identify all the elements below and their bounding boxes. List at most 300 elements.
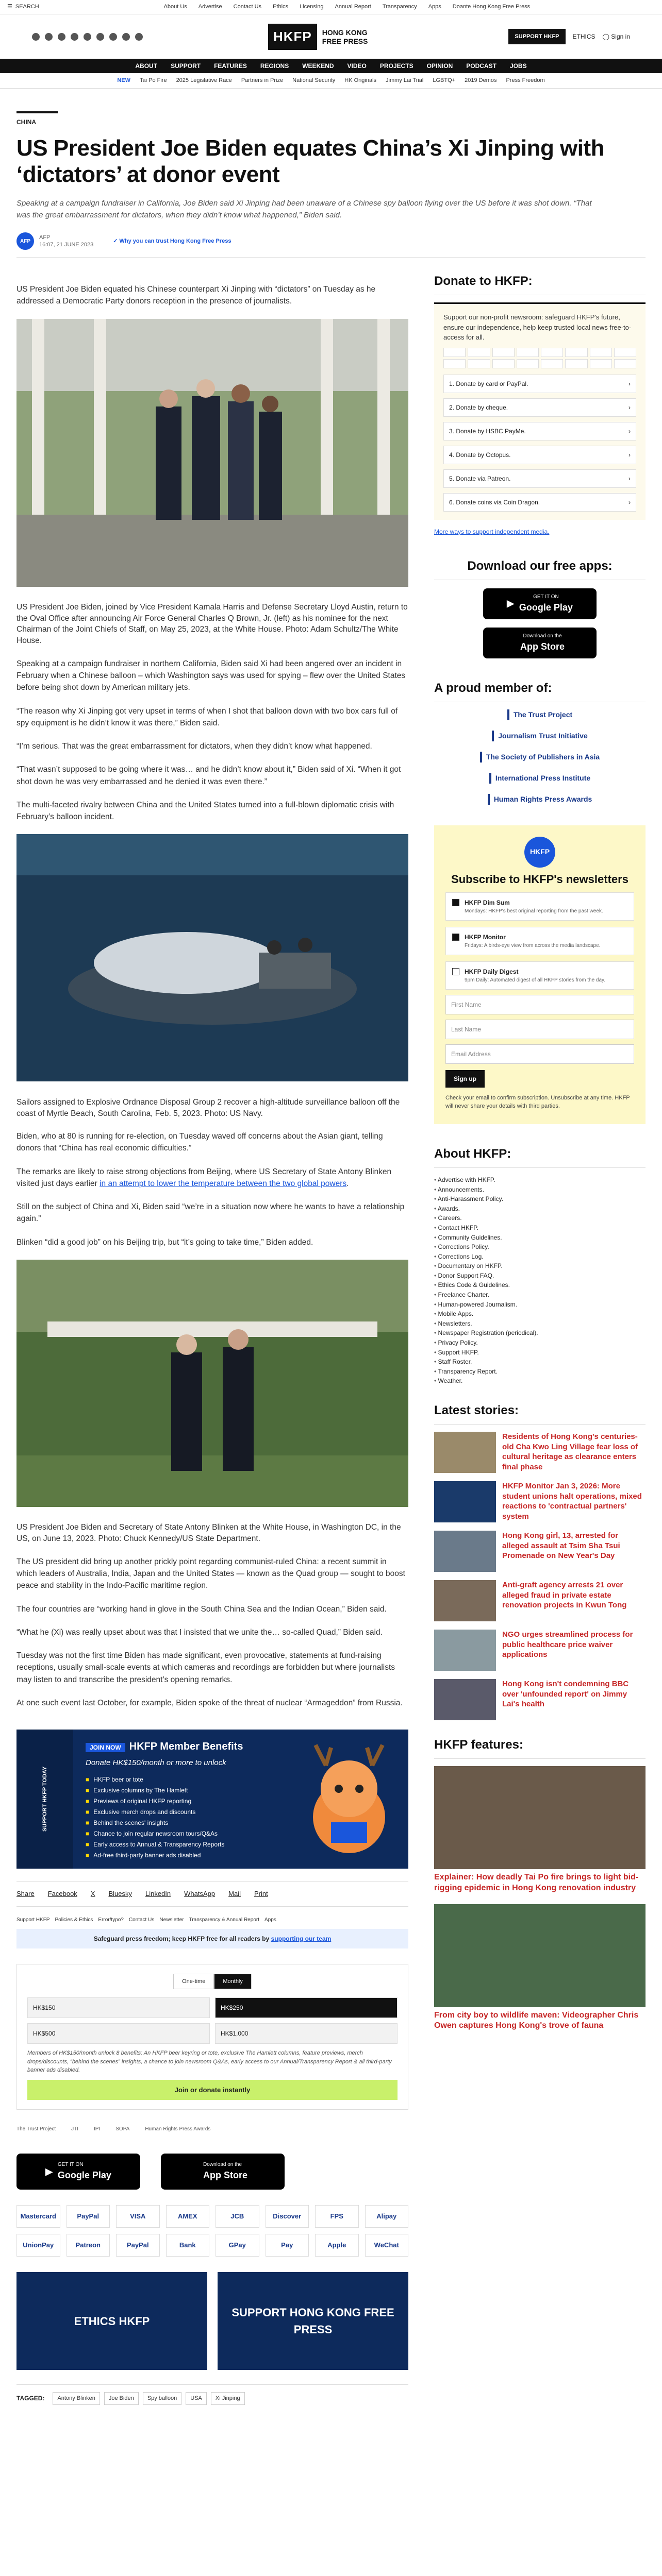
newsletter-option[interactable] <box>445 892 634 921</box>
proud-member-section <box>434 679 646 805</box>
footer-link[interactable]: Support HKFP <box>16 1917 50 1923</box>
trust-link[interactable] <box>113 237 231 246</box>
paragraph: Blinken “did a good job” on his Beijing trip, but “it’s going to take time,” Biden added. <box>16 1238 313 1247</box>
paragraph: Still on the subject of China and Xi, Biden said “we’re in a situation now where he wants to have a relationship again.” <box>16 1202 405 1224</box>
member-badges <box>16 2125 408 2133</box>
trending-item[interactable]: Partners in Prize <box>241 77 284 84</box>
paragraph <box>16 1166 408 1190</box>
newsletter-option-name: HKFP Monitor <box>465 933 506 941</box>
checkbox[interactable] <box>452 968 459 975</box>
story-item[interactable] <box>434 1679 646 1720</box>
frequency-toggle <box>27 1974 398 1990</box>
trending-item[interactable]: 2019 Demos <box>465 77 497 84</box>
header <box>0 14 662 59</box>
about-link[interactable]: • Staff Roster. <box>434 1357 646 1367</box>
article-title: US President Joe Biden equates China’s Xi Jinping with ‘dictators’ at donor event <box>16 135 605 188</box>
org-logo[interactable]: The Trust Project <box>507 709 572 720</box>
badge-hrpa[interactable]: Human Rights Press Awards <box>145 2126 211 2132</box>
logo-text <box>322 28 368 45</box>
photo-3 <box>16 1260 408 1511</box>
features-heading: HKFP features: <box>434 1736 646 1759</box>
tier-row <box>27 2023 398 2044</box>
tag-list <box>16 2384 408 2405</box>
byline-meta <box>39 234 93 249</box>
chevron-right-icon: › <box>628 427 631 435</box>
donate-lead[interactable]: Support our non-profit newsroom: safeguard HKFP's future, ensure our independence, help keep trusted local news free-to-access for all. <box>443 313 632 342</box>
trending-item[interactable]: National Security <box>292 77 336 84</box>
story-item[interactable] <box>434 1531 646 1572</box>
instagram-icon[interactable] <box>58 33 65 41</box>
newsletter-option-name: HKFP Dim Sum <box>465 899 510 906</box>
newsletter-logo: HKFP <box>524 837 555 868</box>
payment-logo: Patreon <box>67 2234 110 2257</box>
nav-video[interactable]: VIDEO <box>347 62 367 70</box>
share-print[interactable]: Print <box>254 1890 268 1898</box>
nav-features[interactable]: FEATURES <box>214 62 247 70</box>
trending-item[interactable]: Tai Po Fire <box>139 77 167 84</box>
donate-banner-text: Safeguard press freedom; keep HKFP free for all readers by <box>93 1935 270 1942</box>
org-logo[interactable]: Journalism Trust Initiative <box>492 731 588 741</box>
content-columns <box>16 272 646 2405</box>
payment-logo: FPS <box>315 2205 359 2228</box>
app-store-label: Download on the App Store <box>520 633 565 652</box>
newsletter-note: Check your email to confirm subscription. Unsubscribe at any time. HKFP will never share your details with third parties. <box>445 1094 630 1110</box>
card-logo <box>565 359 587 368</box>
logo-line1: HONG KONG <box>322 28 368 37</box>
paragraph: The multi-faceted rivalry between China and the United States turned into a full-blown diplomatic crisis with February’s balloon incident. <box>16 800 394 822</box>
utility-link[interactable]: Ethics <box>273 4 289 10</box>
badge-trust-project[interactable]: The Trust Project <box>16 2126 56 2132</box>
feature-item[interactable] <box>434 1766 646 1894</box>
nav-regions[interactable]: REGIONS <box>260 62 289 70</box>
about-link[interactable]: • Newspaper Registration (periodical). <box>434 1328 646 1338</box>
google-play-label: GET IT ON Google Play <box>519 594 573 613</box>
member-benefits-banner[interactable] <box>16 1730 408 1869</box>
card-logo <box>517 348 539 357</box>
telegram-icon[interactable] <box>122 33 130 41</box>
payment-logo: PayPal <box>116 2234 160 2257</box>
about-link[interactable]: • Documentary on HKFP. <box>434 1261 646 1271</box>
benefit-item: ■ Early access to Annual & Transparency Reports <box>86 1839 243 1850</box>
payment-logo: Pay <box>266 2234 309 2257</box>
photo-caption: US President Joe Biden, joined by Vice President Kamala Harris and Defense Secretary Lloyd Austin, return to the Oval Office after announcing Air Force General Charles Q Brown, Jr. (left) as his nominee for the next Chairman of the Joint Chiefs of Staff, on May 25, 2023, at the White House. Photo: Adam Schultz/The White House. <box>16 603 408 646</box>
ethics-link[interactable]: ETHICS <box>572 33 595 40</box>
donate-option[interactable] <box>443 469 636 488</box>
donate-option-label: 1. Donate by card or PayPal. <box>449 380 528 387</box>
google-play-button[interactable] <box>16 2154 140 2190</box>
tag[interactable]: USA <box>186 2392 207 2405</box>
nav-support[interactable]: SUPPORT <box>171 62 201 70</box>
story-thumbnail <box>434 1531 496 1572</box>
paragraph: “What he (Xi) was really upset about was that I insisted that we unite the… so-called Quad,” Biden said. <box>16 1628 383 1637</box>
story-item[interactable] <box>434 1580 646 1621</box>
payment-logo: Alipay <box>365 2205 409 2228</box>
rss-icon[interactable] <box>135 33 143 41</box>
newsletter-option-desc: Fridays: A birds-eye view from across the media landscape. <box>465 942 601 948</box>
about-link[interactable]: • Mobile Apps. <box>434 1309 646 1319</box>
search-label: SEARCH <box>15 4 39 10</box>
google-play-label: GET IT ON Google Play <box>57 2162 111 2181</box>
newsletter-option-desc: 9pm Daily: Automated digest of all HKFP stories from the day. <box>465 977 606 983</box>
latest-heading: Latest stories: <box>434 1401 646 1425</box>
menu-icon: ☰ <box>7 4 12 10</box>
utility-link[interactable]: About Us <box>163 4 187 10</box>
card-logo <box>517 359 539 368</box>
org-logo[interactable]: International Press Institute <box>489 773 590 784</box>
chevron-right-icon: › <box>628 403 631 411</box>
newsletter-title: Subscribe to HKFP's newsletters <box>451 872 628 886</box>
share-whatsapp[interactable]: WhatsApp <box>184 1890 216 1898</box>
photo-caption: Sailors assigned to Explosive Ordnance Disposal Group 2 recover a high-altitude surveillance balloon off the coast of Myrtle Beach, South Carolina, Feb. 5, 2023. Photo: US Navy. <box>16 1097 400 1118</box>
utility-bar <box>0 0 662 14</box>
tier-option[interactable]: HK$150 <box>27 1997 210 2018</box>
utility-link[interactable]: Transparency <box>382 4 417 10</box>
site-logo[interactable] <box>268 24 368 50</box>
threads-icon[interactable] <box>71 33 78 41</box>
author-name[interactable]: AFP <box>39 234 51 241</box>
donate-option-label: 5. Donate via Patreon. <box>449 474 511 482</box>
trending-item[interactable]: Jimmy Lai Trial <box>386 77 424 84</box>
members-side-label: SUPPORT HKFP TODAY <box>16 1730 73 1869</box>
more-ways-link[interactable]: More ways to support independent media. <box>434 528 550 535</box>
story-title: Anti-graft agency arrests 21 over alleged fraud in private estate renovation projects in Kwun Tong <box>502 1581 627 1610</box>
donate-heading: Donate to HKFP: <box>434 272 646 295</box>
utility-link[interactable]: Doante Hong Kong Free Press <box>452 4 531 10</box>
footer-link[interactable]: Apps <box>264 1917 276 1923</box>
about-link[interactable]: • Newsletters. <box>434 1319 646 1329</box>
card-logo <box>590 348 612 357</box>
story-thumbnail <box>434 1679 496 1720</box>
trending-item[interactable]: 2025 Legislative Race <box>176 77 232 84</box>
app-store-button[interactable] <box>161 2154 285 2190</box>
utility-link[interactable]: Apps <box>428 4 441 10</box>
paragraph: At one such event last October, for example, Biden spoke of the threat of nuclear “Armageddon” from Russia. <box>16 1698 403 1707</box>
tier-option-selected[interactable]: HK$250 <box>215 1997 398 2018</box>
card-logo <box>541 348 563 357</box>
story-item[interactable] <box>434 1630 646 1671</box>
x-icon[interactable] <box>45 33 53 41</box>
proud-logos <box>434 709 646 805</box>
pin-icon: ✓ <box>113 238 120 244</box>
about-link[interactable]: • Privacy Policy. <box>434 1338 646 1348</box>
payment-logo: VISA <box>116 2205 160 2228</box>
tag[interactable]: Spy balloon <box>143 2392 182 2405</box>
donate-box <box>434 302 646 520</box>
play-icon: ▶ <box>45 2166 53 2177</box>
utility-links <box>164 3 531 11</box>
about-link[interactable]: • Advertise with HKFP. <box>434 1175 646 1185</box>
members-title-text: HKFP Member Benefits <box>129 1741 243 1753</box>
about-link[interactable]: • Announcements. <box>434 1185 646 1195</box>
payment-logo: UnionPay <box>16 2234 60 2257</box>
checkbox-checked[interactable] <box>452 934 459 941</box>
story-thumbnail <box>434 1432 496 1473</box>
signin-link[interactable] <box>603 32 630 41</box>
trending-item[interactable]: LGBTQ+ <box>433 77 456 84</box>
checkbox-checked[interactable] <box>452 899 459 906</box>
newsletter-option[interactable] <box>445 961 634 990</box>
about-link[interactable]: • Human-powered Journalism. <box>434 1300 646 1310</box>
author-avatar[interactable]: AFP <box>16 232 34 250</box>
card-logo <box>468 359 490 368</box>
story-item[interactable] <box>434 1481 646 1522</box>
share-bluesky[interactable]: Bluesky <box>108 1890 132 1898</box>
paragraph: The four countries are “working hand in glove in the South China Sea and the Indian Ocean,” Biden said. <box>16 1604 387 1614</box>
newsletter-option-name: HKFP Daily Digest <box>465 968 519 975</box>
facebook-icon[interactable] <box>32 33 40 41</box>
payment-logo: Mastercard <box>16 2205 60 2228</box>
about-link[interactable]: • Support HKFP. <box>434 1348 646 1358</box>
footer-link[interactable]: Transparency & Annual Report <box>189 1917 259 1923</box>
proud-heading: A proud member of: <box>434 679 646 702</box>
about-link[interactable]: • Weather. <box>434 1376 646 1386</box>
trending-bar <box>0 73 662 89</box>
footer-link[interactable]: Error/typo? <box>98 1917 124 1923</box>
card-logo <box>590 359 612 368</box>
one-time-option[interactable]: One-time <box>173 1974 214 1990</box>
payment-logo: Discover <box>266 2205 309 2228</box>
google-play-button[interactable] <box>483 588 597 619</box>
payment-logo: Apple <box>315 2234 359 2257</box>
photo-biden-blinken-garden <box>16 1260 408 1507</box>
org-logo[interactable]: The Society of Publishers in Asia <box>480 752 600 762</box>
members-title <box>86 1739 243 1754</box>
donation-widget <box>16 1964 408 2110</box>
logo-mark: HKFP <box>268 24 317 50</box>
benefit-item: ■ Exclusive merch drops and discounts <box>86 1807 243 1818</box>
photo-caption: US President Joe Biden and Secretary of State Antony Blinken at the White House, in Washington DC, in the US, on June 13, 2023. Photo: Chuck Kennedy/US State Department. <box>16 1523 401 1544</box>
newsletter-signup <box>434 825 646 1124</box>
benefit-item: ■ HKFP beer or tote <box>86 1774 243 1785</box>
newsletter-option-text <box>465 967 605 984</box>
chevron-right-icon: › <box>628 498 631 506</box>
first-name-field[interactable]: First Name <box>445 995 634 1014</box>
support-promo[interactable]: SUPPORT HONG KONG FREE PRESS <box>218 2272 408 2370</box>
app-store-buttons <box>16 2154 408 2190</box>
donate-option[interactable] <box>443 493 636 512</box>
about-link[interactable]: • Corrections Policy. <box>434 1242 646 1252</box>
donate-banner-link[interactable]: supporting our team <box>271 1935 332 1942</box>
paragraph: US President Joe Biden equated his Chinese counterpart Xi Jinping with “dictators” on Tuesday as he addressed a Democratic Party donors reception in the presence of journalists. <box>16 285 376 306</box>
paragraph: “That wasn’t supposed to be going where it was… and he didn’t know about it,” Biden said of Xi. “When it got shot down he was very embarrassed and he denied it was even there.” <box>16 765 401 786</box>
tags-label: TAGGED: <box>16 2395 45 2402</box>
about-link[interactable]: • Awards. <box>434 1204 646 1214</box>
payment-logo: JCB <box>216 2205 259 2228</box>
footer-link[interactable]: Contact Us <box>128 1917 155 1923</box>
feature-title: From city boy to wildlife maven: Videographer Chris Owen captures Hong Kong's trove of fauna <box>434 2010 639 2030</box>
card-logo <box>443 348 466 357</box>
story-title: HKFP Monitor Jan 3, 2026: More student unions halt operations, mixed reactions to 'contractual partners' system <box>502 1482 642 1521</box>
payment-logo: GPay <box>216 2234 259 2257</box>
share-x[interactable]: X <box>90 1890 95 1898</box>
newsletter-option-desc: Mondays: HKFP's best original reporting from the past week. <box>465 908 603 914</box>
benefit-item: ■ Exclusive columns by The Hamlett <box>86 1785 243 1796</box>
org-logo[interactable]: Human Rights Press Awards <box>488 794 592 805</box>
signup-button[interactable]: Sign up <box>445 1070 485 1088</box>
logo-line2: FREE PRESS <box>322 37 368 45</box>
card-logo <box>565 348 587 357</box>
card-logo <box>492 348 515 357</box>
newsletter-option[interactable] <box>445 927 634 955</box>
newsletter-option-text <box>465 933 600 950</box>
chevron-right-icon: › <box>628 474 631 482</box>
about-link[interactable]: • Ethics Code & Guidelines. <box>434 1280 646 1290</box>
tag[interactable]: Antony Blinken <box>53 2392 100 2405</box>
about-link[interactable]: • Transparency Report. <box>434 1367 646 1377</box>
benefit-item: ■ Chance to join regular newsroom tours/Q&As <box>86 1828 243 1839</box>
signin-label: Sign in <box>611 33 630 40</box>
share-linkedin[interactable]: LinkedIn <box>145 1890 171 1898</box>
nav-weekend[interactable]: WEEKEND <box>302 62 334 70</box>
nav-podcast[interactable]: PODCAST <box>466 62 496 70</box>
signup-row <box>445 1064 634 1088</box>
card-logos <box>443 348 636 368</box>
card-logo <box>614 359 636 368</box>
linkedin-icon[interactable] <box>109 33 117 41</box>
donate-option[interactable] <box>443 398 636 417</box>
tier-option[interactable]: HK$1,000 <box>215 2023 398 2044</box>
utility-link[interactable]: Annual Report <box>335 4 371 10</box>
paragraph: Biden, who at 80 is running for re-election, on Tuesday waved off concerns about the Asian giant, telling donors that “China has real economic difficulties.” <box>16 1132 383 1153</box>
article-wrap <box>16 111 646 2405</box>
article-footer-links <box>16 1916 408 1924</box>
share-mail[interactable]: Mail <box>228 1890 241 1898</box>
footer-link[interactable]: Newsletter <box>159 1917 184 1923</box>
utility-link[interactable]: Contact Us <box>233 4 262 10</box>
badge-sopa[interactable]: SOPA <box>115 2126 130 2132</box>
nav-about[interactable]: ABOUT <box>135 62 158 70</box>
paragraph: “I’m serious. That was the great embarrassment for dictators, when they didn’t know what happened. <box>16 742 372 751</box>
about-link[interactable]: • Anti-Harassment Policy. <box>434 1194 646 1204</box>
youtube-icon[interactable] <box>96 33 104 41</box>
story-title: Hong Kong girl, 13, arrested for alleged assault at Tsim Sha Tsui Promenade on New Year's Day <box>502 1531 620 1561</box>
donate-option[interactable] <box>443 375 636 393</box>
share-bar <box>16 1881 408 1907</box>
feature-image <box>434 1904 646 2007</box>
article-body <box>16 272 408 2405</box>
donate-option-label: 6. Donate coins via Coin Dragon. <box>449 498 540 506</box>
donate-option-label: 4. Donate by Octopus. <box>449 451 511 459</box>
about-link[interactable]: • Freelance Charter. <box>434 1290 646 1300</box>
donate-option[interactable] <box>443 446 636 464</box>
donation-note: Members of HK$150/month unlock 8 benefits: An HKFP beer keyring or tote, exclusive The Hamlett columns, feature previews, merch drops/discounts, “behind the scenes” insights, a chance to join newsroom Q&As, early access to our Annual/Transparency Report & all third-party banner ads disabled. <box>27 2050 392 2074</box>
publish-date: 16:07, 21 JUNE 2023 <box>39 242 94 248</box>
email-field[interactable]: Email Address <box>445 1044 634 1064</box>
card-logo <box>468 348 490 357</box>
photo-balloon-recovery <box>16 834 408 1081</box>
benefit-item: ■ Ad-free third-party banner ads disabled <box>86 1850 243 1861</box>
features-section <box>434 1736 646 2031</box>
about-list <box>434 1175 646 1386</box>
paragraph-text: The remarks are likely to raise strong objections from Beijing, where US Secretary of State Antony Blinken visited just days earlier <box>16 1167 392 1188</box>
chevron-right-icon: › <box>628 380 631 387</box>
about-link[interactable]: • Corrections Log. <box>434 1252 646 1262</box>
payment-methods <box>16 2205 408 2257</box>
last-name-field[interactable]: Last Name <box>445 1020 634 1039</box>
story-thumbnail <box>434 1580 496 1621</box>
members-desc: Donate HK$150/month or more to unlock <box>86 1758 226 1768</box>
paragraph: Speaking at a campaign fundraiser in northern California, Biden said Xi had been angered over an incident in February when a Chinese balloon – which Washington says was used for spying – flew over the United States before being shot down by American military jets. <box>16 659 406 692</box>
footer-link[interactable]: Policies & Ethics <box>55 1917 93 1923</box>
badge-ipi[interactable]: IPI <box>94 2126 101 2132</box>
donate-option-label: 3. Donate by HSBC PayMe. <box>449 427 526 435</box>
paragraph: Tuesday was not the first time Biden has made significant, even provocative, statements at fund-raising receptions, usually small-scale events at which cameras and recordings are forbidden but where journalists may listen to and transcribe the president’s opening remarks. <box>16 1651 395 1684</box>
tier-option[interactable]: HK$500 <box>27 2023 210 2044</box>
standfirst: Speaking at a campaign fundraiser in California, Joe Biden said Xi Jinping had been unaware of a Chinese spy balloon flying over the US before it was shot down. “That was the great embarrassment for dictators, when they didn’t know what happened,” Biden said. <box>16 199 592 219</box>
chevron-right-icon: › <box>628 451 631 459</box>
tag[interactable]: Joe Biden <box>104 2392 139 2405</box>
byline <box>16 232 646 258</box>
donate-banner <box>16 1929 408 1948</box>
paragraph: The US president did bring up another prickly point regarding communist-ruled China: a recent summit in which leaders of Australia, India, Japan and the United States — known as the Quad group — sought to boost peace and stability in the Indo-Pacific maritime region. <box>16 1557 405 1590</box>
paragraph-text-end: . <box>346 1179 349 1188</box>
payment-logo: AMEX <box>166 2205 210 2228</box>
nav-opinion[interactable]: OPINION <box>426 62 453 70</box>
tag[interactable]: Xi Jinping <box>211 2392 245 2405</box>
latest-stories <box>434 1401 646 1720</box>
members-body <box>73 1730 255 1869</box>
paragraph: “The reason why Xi Jinping got very upset in terms of when I shot that balloon down with two box cars full of spy equipment is he didn’t know it was there,” Biden said. <box>16 706 398 727</box>
inline-link[interactable]: in an attempt to lower the temperature between the two global powers <box>100 1179 347 1188</box>
join-badge[interactable]: JOIN NOW <box>86 1743 125 1752</box>
deer-mascot-icon <box>300 1740 398 1858</box>
sidebar <box>434 272 646 2405</box>
utility-link[interactable]: Licensing <box>300 4 324 10</box>
card-logo <box>541 359 563 368</box>
story-title: Residents of Hong Kong's centuries-old Cha Kwo Ling Village fear loss of cultural heritage as clearance enters final phase <box>502 1432 638 1471</box>
utility-link[interactable]: Advertise <box>198 4 222 10</box>
card-logo <box>492 359 515 368</box>
play-icon: ▶ <box>507 598 514 609</box>
about-link[interactable]: • Community Guidelines. <box>434 1233 646 1243</box>
support-button[interactable]: SUPPORT HKFP <box>508 29 565 45</box>
payment-logo: Bank <box>166 2234 210 2257</box>
bluesky-icon[interactable] <box>84 33 91 41</box>
donate-option[interactable] <box>443 422 636 440</box>
about-link[interactable]: • Contact HKFP. <box>434 1223 646 1233</box>
feature-title: Explainer: How deadly Tai Po fire brings to light bid-rigging epidemic in Hong Kong renovation industry <box>434 1873 639 1892</box>
trending-item[interactable]: Press Freedom <box>506 77 545 84</box>
badge-jti[interactable]: JTI <box>71 2126 79 2132</box>
about-link[interactable]: • Donor Support FAQ. <box>434 1271 646 1281</box>
photo-2 <box>16 834 408 1086</box>
photo-1 <box>16 319 408 591</box>
section-label[interactable]: CHINA <box>16 111 58 127</box>
monthly-option[interactable]: Monthly <box>214 1974 252 1990</box>
join-donate-button[interactable]: Join or donate instantly <box>27 2080 398 2100</box>
story-thumbnail <box>434 1481 496 1522</box>
user-icon: ◯ <box>602 33 611 40</box>
donate-option-label: 2. Donate by cheque. <box>449 403 508 411</box>
nav-jobs[interactable]: JOBS <box>509 62 527 70</box>
newsletter-option-text <box>465 898 603 915</box>
benefit-item: ■ Behind the scenes' insights <box>86 1818 243 1828</box>
nav-projects[interactable]: PROJECTS <box>379 62 413 70</box>
ethics-promo[interactable]: ETHICS HKFP <box>16 2272 207 2370</box>
share-label: Share <box>16 1890 35 1898</box>
app-store-button[interactable] <box>483 628 597 658</box>
feature-item[interactable] <box>434 1904 646 2032</box>
share-facebook[interactable]: Facebook <box>47 1890 77 1898</box>
trending-item[interactable]: HK Originals <box>344 77 377 84</box>
story-title: NGO urges streamlined process for public healthcare price waiver applications <box>502 1630 633 1659</box>
about-link[interactable]: • Careers. <box>434 1213 646 1223</box>
story-item[interactable] <box>434 1432 646 1473</box>
apps-heading: Download our free apps: <box>434 557 646 580</box>
benefits-list <box>86 1774 243 1861</box>
card-logo <box>614 348 636 357</box>
search-toggle[interactable] <box>7 3 39 11</box>
